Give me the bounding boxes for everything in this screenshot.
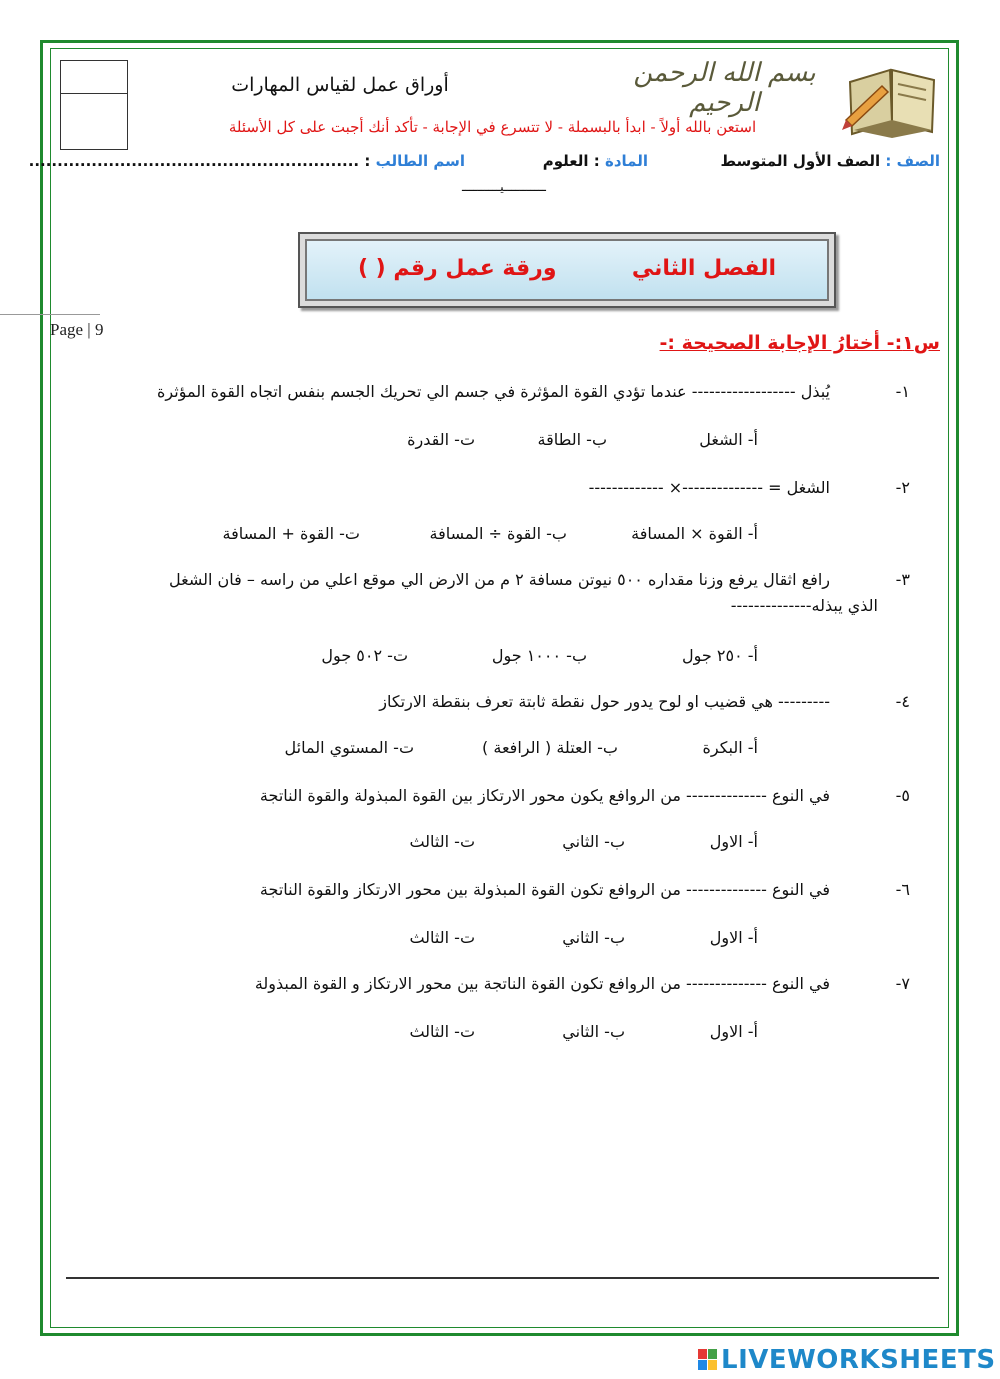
option-a[interactable]: أ- الاول bbox=[709, 1022, 758, 1041]
option-c[interactable]: ت- الثالث bbox=[409, 1022, 475, 1041]
book-pencil-icon bbox=[842, 52, 942, 142]
option-b[interactable]: ب- الثاني bbox=[562, 832, 625, 851]
chapter-name: الفصل الثاني bbox=[631, 256, 777, 281]
liveworksheets-mark-icon bbox=[698, 1349, 718, 1371]
question-number: ٤- bbox=[895, 692, 910, 711]
option-b[interactable]: ب- الطاقة bbox=[537, 430, 607, 449]
grade-field: الصف : الصف الأول المتوسط bbox=[720, 152, 940, 170]
question-text: في النوع -------------- من الروافع تكون القوة المبذولة بين محور الارتكاز والقوة الناتجة bbox=[259, 880, 830, 899]
liveworksheets-brand-text: LIVEWORKSHEETS bbox=[721, 1345, 996, 1375]
option-c[interactable]: ت- الثالث bbox=[409, 928, 475, 947]
chapter-title-box bbox=[298, 232, 836, 308]
advice-line: استعن بالله أولاً - ابدأ بالبسملة - لا تتسرع في الإجابة - تأكد أنك أجبت على كل الأسئلة bbox=[228, 118, 757, 136]
page-number: Page | 9 bbox=[50, 320, 104, 339]
question-number: ٥- bbox=[895, 786, 910, 805]
student-field: اسم الطالب : .......................................................... bbox=[28, 152, 465, 170]
worksheet-header-title: أوراق عمل لقياس المهارات bbox=[231, 74, 449, 96]
option-a[interactable]: أ- الشغل bbox=[699, 430, 758, 449]
question-text: يُبذل ------------------ عندما تؤدي القوة المؤثرة في جسم الي تحريك الجسم بنفس اتجاه القوة المؤثرة bbox=[157, 382, 830, 401]
option-c[interactable]: ت- الثالث bbox=[409, 832, 475, 851]
option-c[interactable]: ت- القوة + المسافة bbox=[222, 524, 360, 543]
question-text: في النوع -------------- من الروافع تكون القوة الناتجة بين محور الارتكاز و القوة المبذولة bbox=[254, 974, 830, 993]
header-divider-mark: ـــــــــــيــــــــــ bbox=[462, 180, 546, 195]
option-b[interactable]: ب- القوة ÷ المسافة bbox=[429, 524, 567, 543]
section-title: س١:- أختارُ الإجابة الصحيحة :- bbox=[659, 332, 940, 354]
footer-rule bbox=[66, 1277, 939, 1279]
student-label: اسم الطالب bbox=[375, 152, 465, 170]
option-a[interactable]: أ- القوة × المسافة bbox=[631, 524, 758, 543]
liveworksheets-logo[interactable] bbox=[698, 1345, 996, 1375]
question-text-continued: الذي يبذله-------------- bbox=[730, 596, 878, 615]
subject-label: المادة bbox=[604, 152, 648, 170]
question-number: ٧- bbox=[895, 974, 910, 993]
option-b[interactable]: ب- ١٠٠٠ جول bbox=[491, 646, 587, 665]
option-c[interactable]: ت- القدرة bbox=[407, 430, 475, 449]
question-text: في النوع -------------- من الروافع يكون محور الارتكاز بين القوة المبذولة والقوة الناتجة bbox=[259, 786, 830, 805]
option-c[interactable]: ت- ٥٠٢ جول bbox=[321, 646, 408, 665]
option-a[interactable]: أ- البكرة bbox=[702, 738, 758, 757]
basmala-calligraphy: بسم الله الرحمن الرحيم bbox=[633, 58, 816, 118]
option-a[interactable]: أ- ٢٥٠ جول bbox=[682, 646, 758, 665]
question-number: ١- bbox=[895, 382, 910, 401]
score-box bbox=[60, 60, 128, 150]
option-b[interactable]: ب- العتلة ( الرافعة ) bbox=[482, 738, 618, 757]
subject-value: العلوم bbox=[542, 152, 589, 170]
score-box-divider bbox=[61, 93, 127, 94]
question-number: ٣- bbox=[895, 570, 910, 589]
question-text: الشغل = --------------× ------------- bbox=[588, 478, 830, 497]
option-c[interactable]: ت- المستوي المائل bbox=[284, 738, 414, 757]
option-a[interactable]: أ- الاول bbox=[709, 832, 758, 851]
question-text: رافع اثقال يرفع وزنا مقداره ٥٠٠ نيوتن مسافة ٢ م من الارض الي موقع اعلي من راسه – فان الشغل bbox=[168, 570, 830, 589]
question-text: --------- هي قضيب او لوح يدور حول نقطة ثابتة تعرف بنقطة الارتكاز bbox=[379, 692, 830, 711]
option-b[interactable]: ب- الثاني bbox=[562, 928, 625, 947]
margin-line bbox=[0, 314, 100, 315]
question-number: ٦- bbox=[895, 880, 910, 899]
chapter-title bbox=[300, 256, 834, 281]
student-name-blank[interactable]: .......................................................... bbox=[28, 152, 360, 170]
option-b[interactable]: ب- الثاني bbox=[562, 1022, 625, 1041]
grade-label: الصف bbox=[896, 152, 940, 170]
question-number: ٢- bbox=[895, 478, 910, 497]
option-a[interactable]: أ- الاول bbox=[709, 928, 758, 947]
worksheet-number[interactable]: ورقة عمل رقم ( ) bbox=[357, 256, 557, 281]
grade-value: الصف الأول المتوسط bbox=[720, 152, 881, 170]
subject-field: المادة : العلوم bbox=[542, 152, 648, 170]
